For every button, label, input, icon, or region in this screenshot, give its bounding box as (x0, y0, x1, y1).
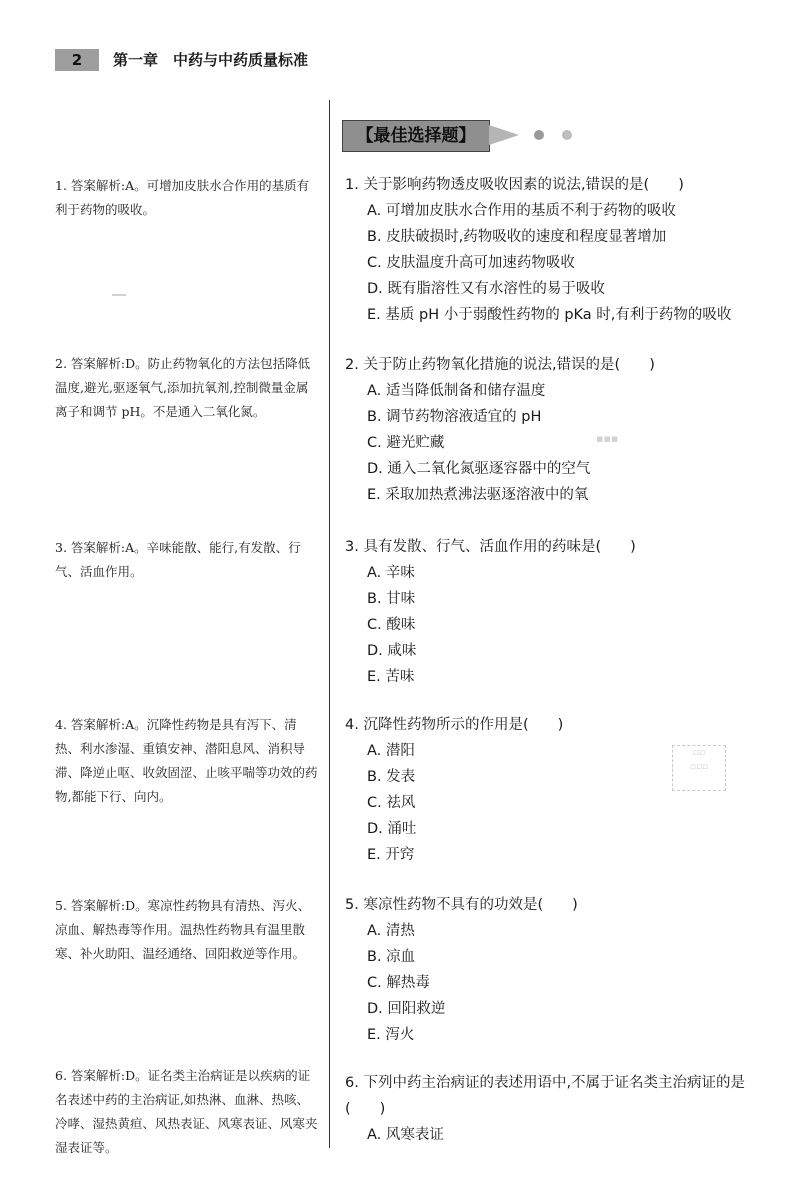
option-e: E. 苦味 (367, 669, 415, 685)
option-b: B. 凉血 (367, 949, 416, 965)
dot-icon (562, 130, 572, 140)
option-c: C. 避光贮藏 (367, 435, 445, 451)
question-5 (345, 892, 760, 1048)
option-a: A. 清热 (367, 923, 415, 939)
option-a: A. 可增加皮肤水合作用的基质不利于药物的吸收 (367, 203, 676, 219)
option-e: E. 泻火 (367, 1027, 415, 1043)
option-list (345, 198, 760, 328)
answer-explanation-5: 5. 答案解析:D。寒凉性药物具有清热、泻火、凉血、解热毒等作用。温热性药物具有温里散寒、补火助阳、温经通络、回阳救逆等作用。 (55, 898, 311, 961)
dot-icon (534, 130, 544, 140)
faded-stamp-mark: ▪▪▪ (596, 432, 619, 445)
question-stem: 5. 寒凉性药物不具有的功效是( ) (345, 897, 578, 913)
option-d: D. 涌吐 (367, 821, 417, 837)
chapter-title: 第一章 中药与中药质量标准 (113, 51, 309, 69)
option-d: D. 回阳救逆 (367, 1001, 446, 1017)
section-title: 【最佳选择题】 (342, 120, 490, 152)
option-a: A. 辛味 (367, 565, 415, 581)
question-4 (345, 712, 760, 868)
question-stem: 6. 下列中药主治病证的表述用语中,不属于证名类主治病证的是( ) (345, 1075, 746, 1117)
arrow-icon (489, 125, 519, 145)
option-b: B. 皮肤破损时,药物吸收的速度和程度显著增加 (367, 229, 667, 245)
question-2 (345, 352, 760, 508)
answer-explanation-1: 1. 答案解析:A。可增加皮肤水合作用的基质有利于药物的吸收。 (55, 178, 310, 217)
option-e: E. 采取加热煮沸法驱逐溶液中的氧 (367, 487, 589, 503)
option-b: B. 发表 (367, 769, 416, 785)
answer-explanation-2: 2. 答案解析:D。防止药物氧化的方法包括降低温度,避光,驱逐氧气,添加抗氧剂,控制微量金属离子和调节 pH。不是通入二氧化氮。 (55, 356, 311, 419)
option-list (345, 738, 760, 868)
section-banner (342, 120, 582, 152)
answer-explanation-6: 6. 答案解析:D。证名类主治病证是以疾病的证名表述中药的主治病证,如热淋、血淋、热咳、冷哮、湿热黄疸、风热表证、风寒表证、风寒夹湿表证等。 (55, 1068, 318, 1155)
answer-explanation-3: 3. 答案解析:A。辛味能散、能行,有发散、行气、活血作用。 (55, 540, 301, 579)
question-stem: 3. 具有发散、行气、活血作用的药味是( ) (345, 539, 636, 555)
column-divider (329, 100, 330, 1148)
option-d: D. 通入二氧化氮驱逐容器中的空气 (367, 461, 591, 477)
option-d: D. 咸味 (367, 643, 417, 659)
option-c: C. 酸味 (367, 617, 416, 633)
option-d: D. 既有脂溶性又有水溶性的易于吸收 (367, 281, 605, 297)
question-stem: 2. 关于防止药物氧化措施的说法,错误的是( ) (345, 357, 655, 373)
page-header (55, 46, 755, 76)
option-e: E. 基质 pH 小于弱酸性药物的 pKa 时,有利于药物的吸收 (367, 307, 732, 323)
question-stem: 1. 关于影响药物透皮吸收因素的说法,错误的是( ) (345, 177, 684, 193)
faint-mark (112, 294, 126, 296)
option-list (345, 1122, 760, 1148)
option-a: A. 潜阳 (367, 743, 415, 759)
option-list (345, 560, 760, 690)
faded-stamp-mark: ▫▫ ▫▫▫ (672, 745, 726, 791)
option-c: C. 祛风 (367, 795, 416, 811)
question-3 (345, 534, 760, 690)
option-b: B. 调节药物溶液适宜的 pH (367, 409, 542, 425)
option-c: C. 皮肤温度升高可加速药物吸收 (367, 255, 575, 271)
option-a: A. 适当降低制备和储存温度 (367, 383, 546, 399)
option-c: C. 解热毒 (367, 975, 430, 991)
question-stem: 4. 沉降性药物所示的作用是( ) (345, 717, 564, 733)
question-1 (345, 172, 760, 328)
answer-explanation-4: 4. 答案解析:A。沉降性药物是具有泻下、清热、利水渗湿、重镇安神、潜阳息风、消积导滞、降逆止呕、收敛固涩、止咳平喘等功效的药物,都能下行、向内。 (55, 717, 318, 804)
option-e: E. 开窍 (367, 847, 415, 863)
option-list (345, 378, 760, 508)
page-number: 2 (55, 49, 99, 71)
option-b: B. 甘味 (367, 591, 416, 607)
option-list (345, 918, 760, 1048)
question-6 (345, 1070, 760, 1148)
option-a: A. 风寒表证 (367, 1127, 444, 1143)
